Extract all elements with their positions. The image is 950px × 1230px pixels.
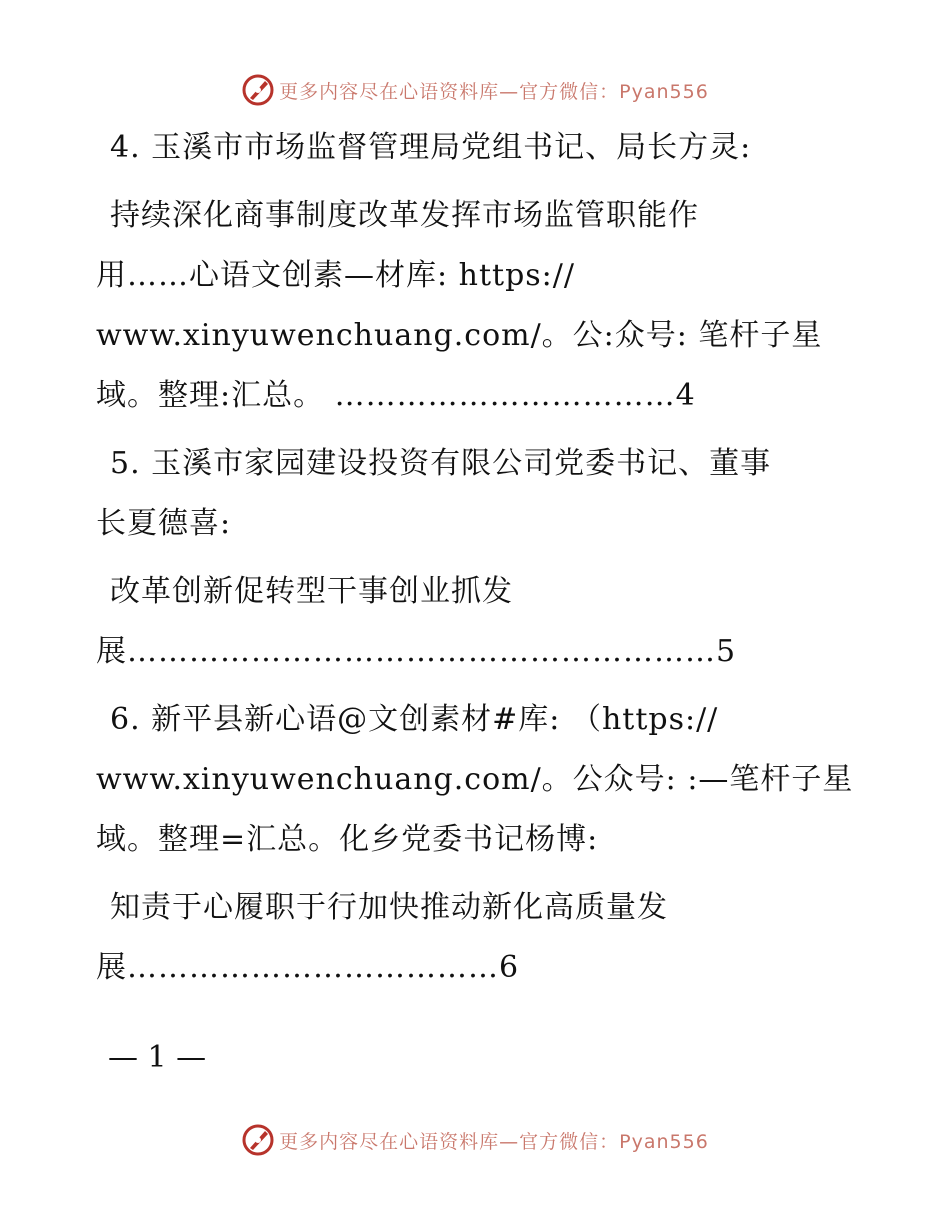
page-number: — 1 —	[108, 1040, 207, 1075]
toc-entry-5-body	[96, 562, 876, 682]
text-line: www.xinyuwenchuang.com/。公众号: :—笔杆子星	[96, 762, 854, 797]
toc-entry-6-body	[96, 878, 876, 998]
text-line: 域。整理:汇总。 ……………………………4	[96, 378, 696, 413]
text-line: 知责于心履职于行加快推动新化高质量发	[110, 890, 668, 925]
toc-entry-5-title	[96, 434, 876, 554]
text-line: 用……心语文创素—材库: https://	[96, 258, 575, 293]
footer-watermark	[0, 1120, 950, 1160]
text-line: 持续深化商事制度改革发挥市场监管职能作	[110, 198, 699, 233]
text-line: 域。整理=汇总。化乡党委书记杨博:	[96, 822, 599, 857]
header-watermark	[0, 70, 950, 110]
text-line: 展…………………………………………………5	[96, 634, 737, 669]
text-line: 展………………………………6	[96, 950, 520, 985]
watermark-text: 更多内容尽在心语资料库—官方微信：Pyan556	[279, 80, 709, 103]
quill-seal-icon	[241, 73, 275, 107]
toc-entry-4-title	[96, 118, 876, 178]
quill-seal-icon	[241, 1123, 275, 1157]
watermark-text: 更多内容尽在心语资料库—官方微信：Pyan556	[279, 1130, 709, 1153]
toc-content	[96, 118, 876, 998]
text-line: 改革创新促转型干事创业抓发	[110, 574, 513, 609]
text-line: 6. 新平县新心语@文创素材#库: （https://	[110, 702, 719, 737]
text-line: www.xinyuwenchuang.com/。公:众号: 笔杆子星	[96, 318, 823, 353]
toc-entry-6-title	[96, 690, 876, 870]
text-line: 长夏德喜:	[96, 506, 232, 541]
text-line: 4. 玉溪市市场监督管理局党组书记、局长方灵:	[110, 130, 752, 165]
toc-entry-4-body	[96, 186, 876, 426]
text-line: 5. 玉溪市家园建设投资有限公司党委书记、董事	[110, 446, 772, 481]
